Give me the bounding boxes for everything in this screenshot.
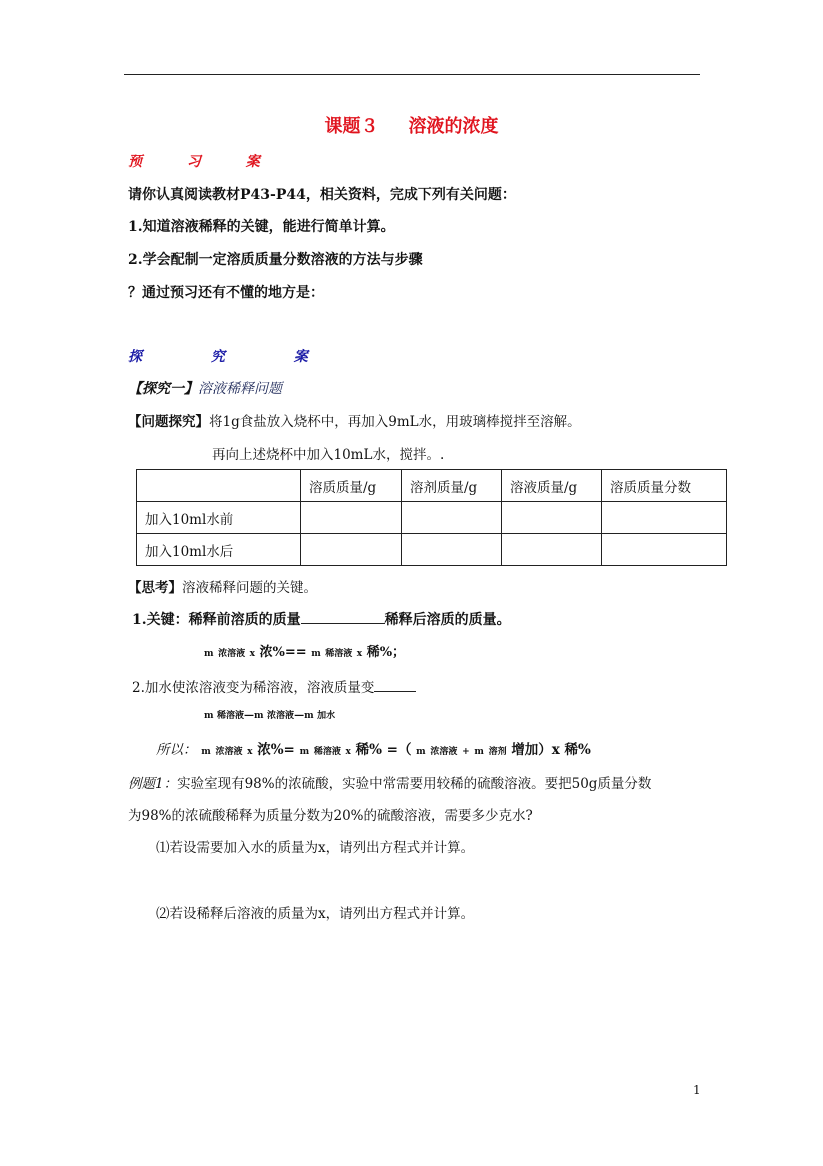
formula-operator: + (462, 747, 470, 757)
preview-goal-1: 1.知道溶液稀释的关键，能进行简单计算。 (128, 219, 395, 235)
preview-heading-char: 案 (245, 154, 260, 170)
explore-heading-char: 探 (128, 349, 142, 365)
sub-question-2: ⑵若设稀释后溶液的质量为x，请列出方程式并计算。 (156, 906, 475, 922)
example-label: 例题1： (128, 776, 178, 792)
key-blank (301, 609, 385, 624)
table-row-label: 加入10ml水前 (137, 502, 301, 534)
explore-heading-char: 案 (293, 349, 308, 365)
formula-1 (204, 641, 405, 660)
explore-1-bracket: 【探究一】 (128, 381, 198, 397)
table-header-cell: 溶质质量分数 (602, 470, 727, 502)
formula-text: 浓%== (259, 645, 307, 660)
table-header-row (137, 470, 727, 502)
formula-operator: x (247, 747, 253, 757)
formula-symbol: m (304, 711, 314, 721)
formula-text: 浓%= (257, 742, 295, 758)
table-header-cell (137, 470, 301, 502)
q2-text: 2.加水使浓溶液变为稀溶液，溶液质量变 (132, 680, 375, 696)
formula-subscript: 稀溶液 (217, 711, 245, 721)
table-cell (502, 534, 602, 566)
preview-heading-char: 习 (186, 154, 201, 170)
formula-symbol: m (416, 747, 426, 757)
table-header-cell: 溶液质量/g (502, 470, 602, 502)
formula-subscript: 浓溶液 (218, 649, 246, 659)
key-label: 1.关键：稀释前溶质的质量 (132, 612, 301, 628)
table-cell (502, 502, 602, 534)
formula-symbol: m (299, 747, 310, 757)
table-cell (301, 534, 402, 566)
formula-symbol: m (254, 711, 264, 721)
explore-1-heading (128, 378, 282, 398)
formula-symbol: m (204, 649, 214, 659)
preview-goal-2: 2.学会配制一定溶质质量分数溶液的方法与步骤 (128, 252, 423, 268)
title-lesson: 课题３ (324, 116, 379, 137)
example-text-2: 为98%的浓硫酸稀释为质量分数为20%的硫酸溶液，需要多少克水? (128, 808, 533, 824)
key-suffix: 稀释后溶质的质量。 (384, 612, 511, 628)
formula-text: 稀%； (366, 645, 406, 660)
table-row (137, 502, 727, 534)
sub-question-1: ⑴若设需要加入水的质量为x，请列出方程式并计算。 (156, 840, 475, 856)
page-number: 1 (693, 1083, 701, 1097)
problem-text-2: 再向上述烧杯中加入10mL水，搅拌。. (212, 447, 445, 463)
explore-heading (128, 346, 308, 366)
preview-instruction: 请你认真阅读教材P43-P44，相关资料，完成下列有关问题： (128, 187, 516, 203)
formula-subscript: 稀溶液 (325, 649, 353, 659)
table-header-cell: 溶剂质量/g (402, 470, 502, 502)
formula-subscript: 溶剂 (488, 747, 507, 757)
formula-2 (204, 708, 335, 721)
formula-subscript: 浓溶液 (430, 747, 458, 757)
page-title (0, 112, 823, 138)
table-cell (402, 534, 502, 566)
formula-symbol: m (311, 649, 321, 659)
problem-bracket: 【问题探究】 (128, 414, 209, 430)
table-cell (301, 502, 402, 534)
formula-subscript: 浓溶液 (267, 711, 295, 721)
formula-symbol: m (474, 747, 484, 757)
formula-operator: — (294, 710, 305, 721)
formula-text: 增加）x 稀% (511, 742, 591, 758)
table-header-cell: 溶质质量/g (301, 470, 402, 502)
table-row (137, 534, 727, 566)
formula-operator: x (356, 649, 363, 659)
preview-heading (128, 151, 260, 171)
preview-question: ？通过预习还有不懂的地方是： (128, 285, 324, 301)
title-topic: 溶液的浓度 (408, 116, 499, 137)
preview-heading-char: 预 (128, 154, 142, 170)
formula-subscript: 浓溶液 (215, 747, 243, 757)
q2-line (132, 676, 416, 696)
formula-subscript: 稀溶液 (313, 747, 341, 757)
explore-1-title: 溶液稀释问题 (198, 381, 282, 397)
formula-3 (156, 738, 591, 758)
table-cell (602, 534, 727, 566)
think-text: 溶液稀释问题的关键。 (182, 580, 317, 596)
explore-heading-char: 究 (210, 349, 225, 365)
header-rule (124, 74, 700, 75)
formula-subscript: 加水 (317, 711, 336, 721)
formula-symbol: m (201, 747, 211, 757)
q2-blank (374, 677, 416, 692)
think-line (128, 576, 317, 596)
formula-operator: x (345, 747, 351, 757)
formula-symbol: m (204, 711, 214, 721)
table-cell (402, 502, 502, 534)
formula-text: 稀% =（ (355, 742, 412, 758)
problem-line (128, 410, 581, 430)
think-bracket: 【思考】 (128, 580, 182, 596)
formula-prefix: 所以： (156, 742, 197, 758)
example-text-1: 实验室现有98%的浓硫酸，实验中常需要用较稀的硫酸溶液。要把50g质量分数 (177, 776, 652, 792)
example-line-1 (128, 772, 651, 792)
formula-operator: x (249, 649, 255, 659)
table-cell (602, 502, 727, 534)
data-table (136, 469, 727, 566)
problem-text: 将1g食盐放入烧杯中，再加入9mL水，用玻璃棒搅拌至溶解。 (209, 414, 581, 430)
formula-operator: — (244, 710, 255, 721)
key-line (132, 609, 511, 629)
table-row-label: 加入10ml水后 (137, 534, 301, 566)
